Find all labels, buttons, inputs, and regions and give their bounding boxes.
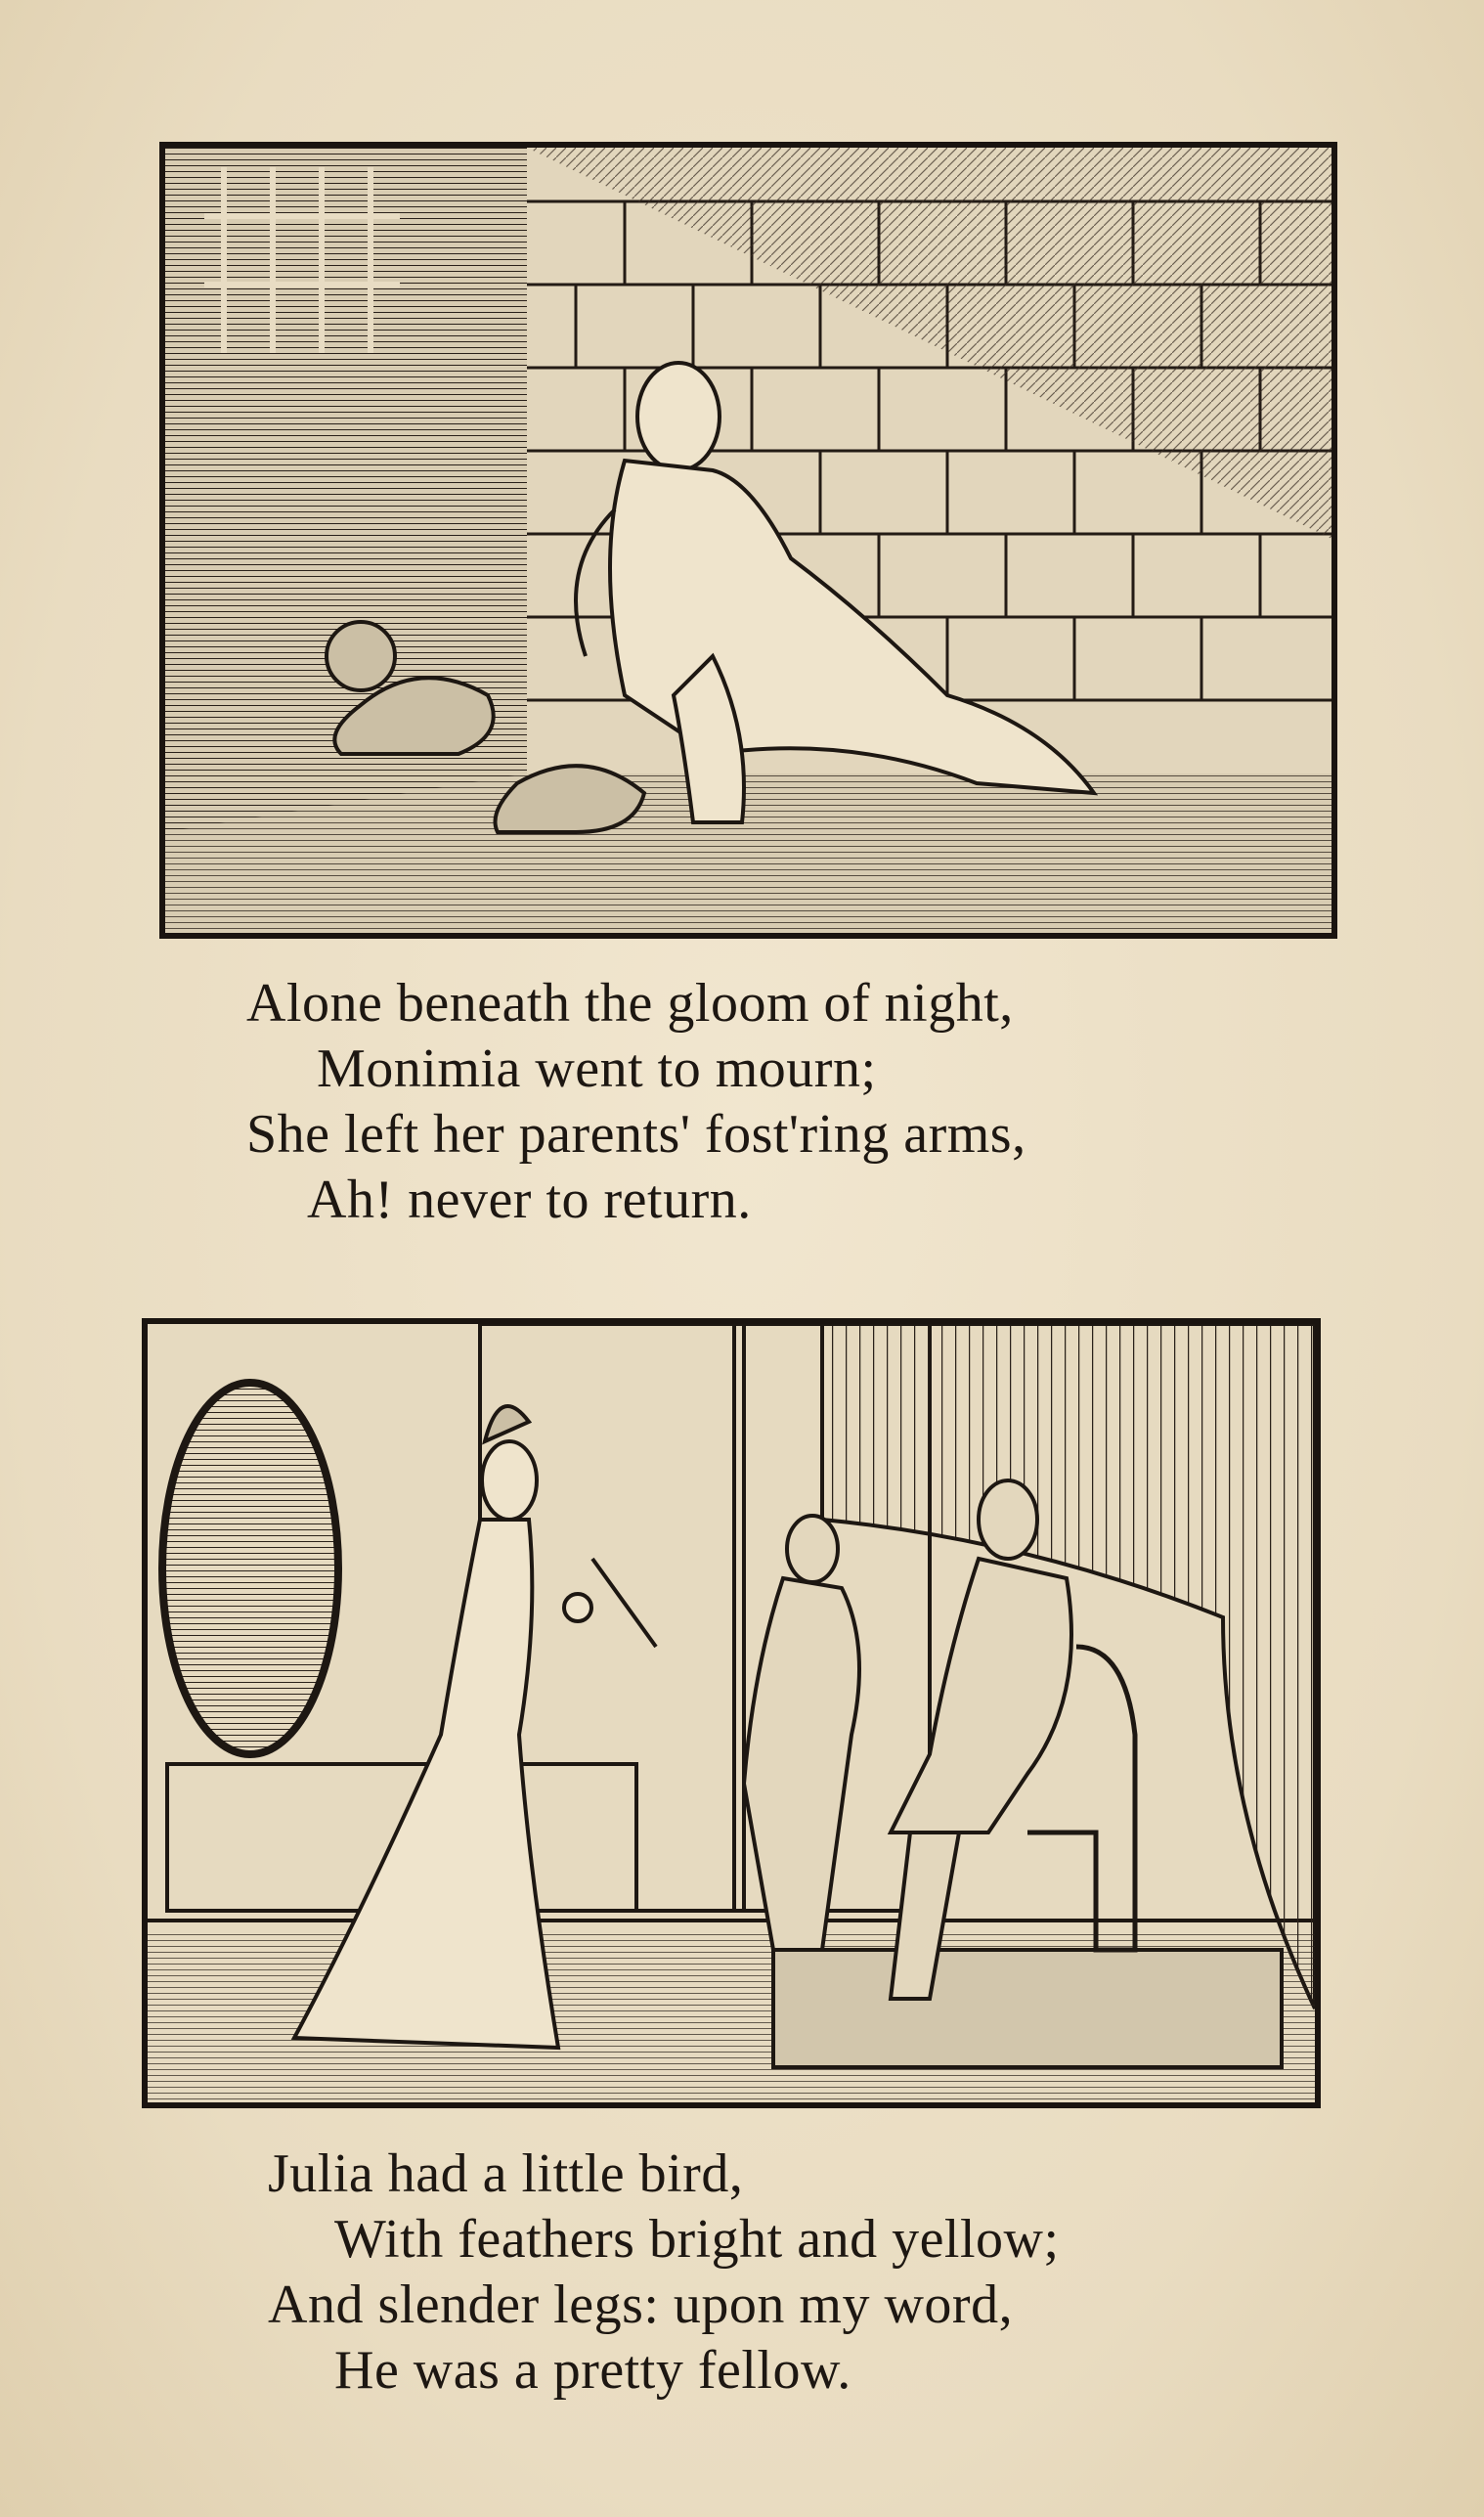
verse-line: He was a pretty fellow. <box>334 2340 851 2401</box>
verse-line: Julia had a little bird, <box>268 2143 744 2204</box>
verse-line: She left her parents' fost'ring arms, <box>246 1104 1026 1165</box>
verse-line: With feathers bright and yellow; <box>334 2209 1060 2270</box>
engraving-prison-scene <box>159 142 1337 939</box>
verse-line: Ah! never to return. <box>307 1170 752 1230</box>
verse-line: And slender legs: upon my word, <box>268 2274 1014 2335</box>
verse-line: Alone beneath the gloom of night, <box>246 973 1014 1034</box>
parlour-scene-icon <box>148 1324 1315 2102</box>
verse-line: Monimia went to mourn; <box>317 1038 877 1099</box>
verse-julia <box>268 2142 1060 2404</box>
prison-scene-icon <box>165 148 1331 933</box>
verse-monimia <box>246 971 1026 1233</box>
engraving-parlour-scene <box>142 1318 1321 2108</box>
